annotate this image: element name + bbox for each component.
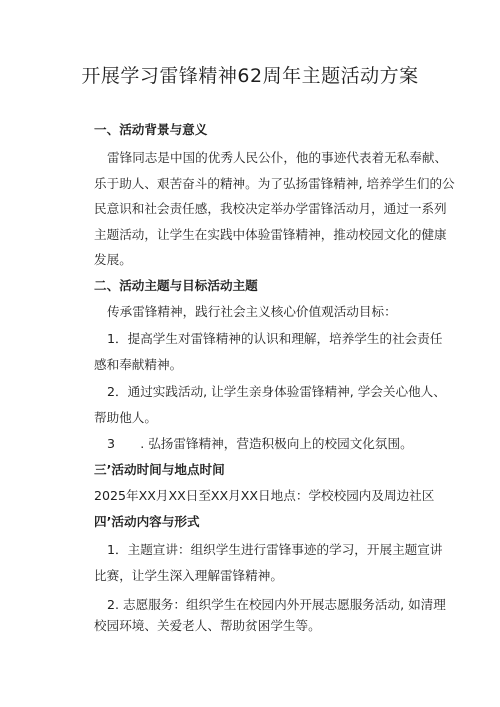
list-item-line: 帮助他人。 — [94, 410, 157, 425]
paragraph-line: 发展。 — [94, 252, 132, 267]
paragraph-line: 主题活动，让学生在实践中体验雷锋精神，推动校园文化的健康 — [94, 227, 447, 242]
list-item-line: 2. 志愿服务：组织学生在校园内外开展志愿服务活动, 如清理 — [107, 597, 446, 612]
section-heading-content: 四’活动内容与形式 — [94, 514, 200, 529]
paragraph-line: 传承雷锋精神，践行社会主义核心价值观活动目标： — [107, 304, 397, 319]
section-heading-background: 一、活动背景与意义 — [94, 122, 208, 137]
section-heading-theme: 二、活动主题与目标活动主题 — [94, 278, 258, 293]
list-item-line: 1．主题宣讲：组织学生进行雷锋事迹的学习，开展主题宣讲 — [107, 542, 443, 557]
list-item-line: 感和奉献精神。 — [94, 357, 183, 372]
list-item-line: 3 . 弘扬雷锋精神，营造积极向上的校园文化氛围。 — [107, 436, 413, 451]
paragraph-line: 2025年XX月XX日至XX月XX日地点：学校校园内及周边社区 — [94, 488, 435, 503]
section-heading-time-place: 三’活动时间与地点时间 — [94, 462, 225, 477]
paragraph-line: 民意识和社会责任感，我校决定举办学雷锋活动月，通过一系列 — [94, 201, 447, 216]
list-item-line: 1．提高学生对雷锋精神的认识和理解，培养学生的社会责任 — [107, 331, 443, 346]
list-item-line: 2．通过实践活动, 让学生亲身体验雷锋精神, 学会关心他人、 — [107, 384, 446, 399]
document-title: 开展学习雷锋精神62周年主题活动方案 — [81, 65, 419, 87]
paragraph-line: 雷锋同志是中国的优秀人民公仆，他的事迹代表着无私奉献、 — [107, 150, 448, 165]
list-item-line: 校园环境、关爱老人、帮助贫困学生等。 — [94, 618, 321, 633]
paragraph-line: 乐于助人、艰苦奋斗的精神。为了弘扬雷锋精神, 培养学生们的公 — [94, 176, 455, 191]
list-item-line: 比赛，让学生深入理解雷锋精神。 — [94, 568, 283, 583]
